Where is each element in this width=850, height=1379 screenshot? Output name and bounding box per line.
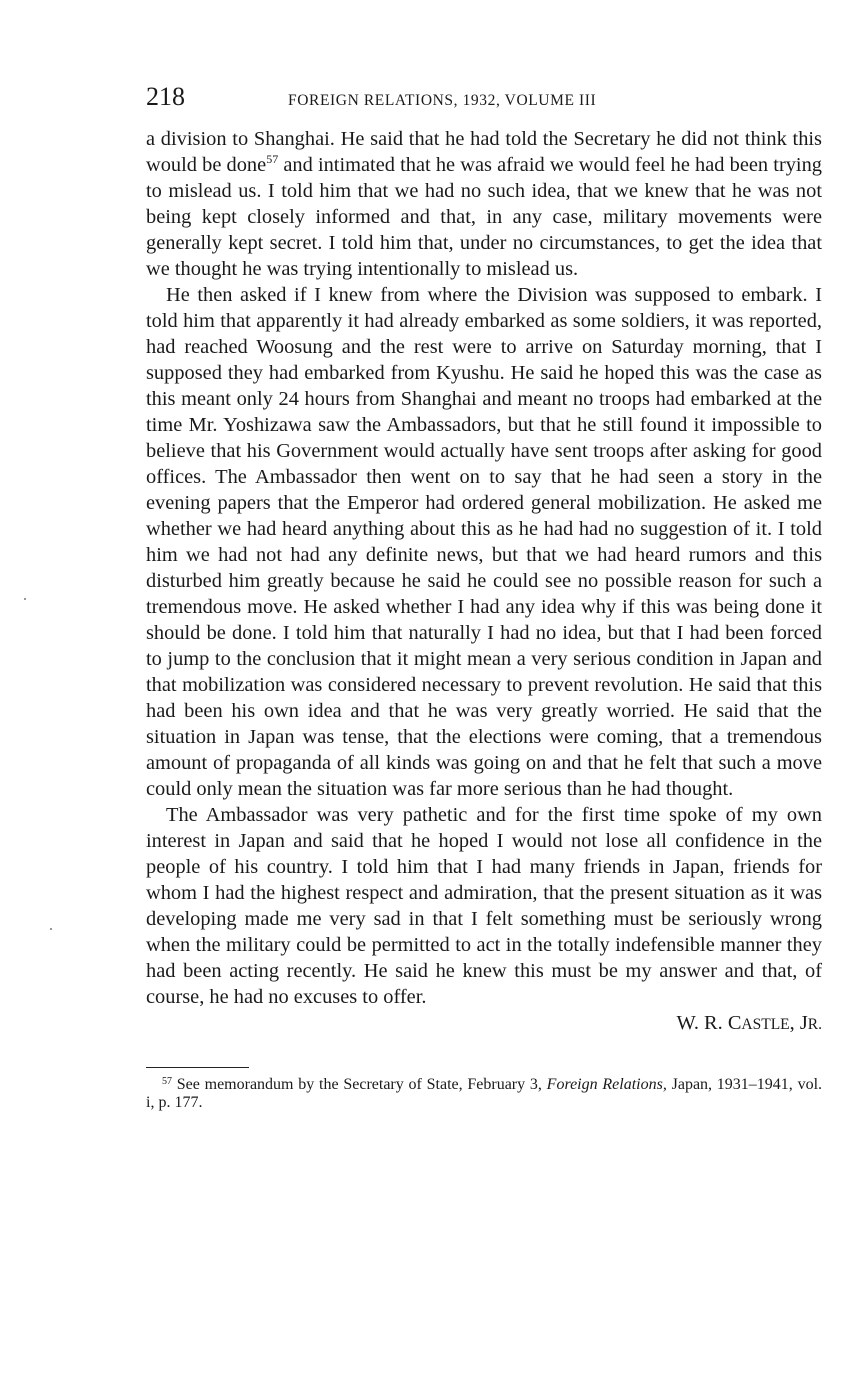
footnote-reference: 57 [266, 152, 279, 166]
paragraph-1 [146, 126, 822, 282]
document-page [146, 82, 822, 1112]
margin-speck [50, 928, 52, 930]
footnote-number: 57 [162, 1076, 172, 1087]
paragraph-1-text: a division to Shanghai. He said that he had told the Secretary he did not think this would be done [146, 128, 822, 176]
footnote [146, 1076, 822, 1112]
margin-speck [24, 598, 26, 600]
footnote-divider [146, 1067, 249, 1068]
signature [146, 1010, 822, 1038]
paragraph-1-text-continued: and intimated that he was afraid we would feel he had been trying to mislead us. I told him that we had no such idea, that we knew that he was not being kept closely informed and that, in any case, military movements were generally kept secret. I told him that, under no circumstances, to get the idea that we thought he was trying intentionally to mislead us. [146, 154, 822, 280]
page-header [146, 82, 822, 126]
footnote-text: See memorandum by the Secretary of State, February 3, [172, 1076, 547, 1093]
paragraph-2: He then asked if I knew from where the Division was supposed to embark. I told him that apparently it had already embarked as some soldiers, it was reported, had reached Woosung and the rest were to arrive on Saturday morning, that I supposed they had embarked from Kyushu. He said he hoped this was the case as this meant only 24 hours from Shanghai and meant no troops had embarked at the time Mr. Yoshizawa saw the Ambassadors, but that he still found it impossible to believe that his Government would actually have sent troops after asking for good offices. The Ambassador then went on to say that he had seen a story in the evening papers that the Emperor had ordered general mobilization. He asked me whether we had heard anything about this as he had had no suggestion of it. I told him we had not had any definite news, but that we had heard rumors and this disturbed him greatly because he said he could see no possible reason for such a tremendous move. He asked whether I had any idea why if this was being done it should be done. I told him that naturally I had no idea, but that I had been forced to jump to the conclusion that it might mean a very serious condition in Japan and that mobilization was considered necessary to prevent revolution. He said that this had been his own idea and that he was very greatly worried. He said that the situation in Japan was tense, that the elections were coming, that a tremendous amount of propaganda of all kinds was going on and that he felt that such a move could only mean the situation was far more serious than he had thought. [146, 284, 822, 800]
signature-initials: W. R. C [676, 1012, 742, 1034]
signature-surname: ASTLE [741, 1016, 790, 1033]
signature-separator: , J [789, 1012, 808, 1034]
footnote-italic-title: Foreign Relations, [546, 1076, 667, 1093]
signature-suffix: R. [807, 1016, 822, 1033]
footnote-text-continued: Japan, 1931–1941, vol. i, p. 177. [146, 1076, 823, 1111]
page-number: 218 [146, 82, 185, 111]
paragraph-3: The Ambassador was very pathetic and for the first time spoke of my own interest in Japan and said that he hoped I would not lose all confidence in the people of his country. I told him that I had many friends in Japan, friends for whom I had the highest respect and admiration, that the present situation as it was developing made me very sad in that I felt something must be seriously wrong when the military could be permitted to act in the totally indefensible manner they had been acting recently. He said he knew this must be my answer and that, of course, he had no excuses to offer. [146, 804, 822, 1008]
running-head: FOREIGN RELATIONS, 1932, VOLUME III [288, 92, 597, 109]
